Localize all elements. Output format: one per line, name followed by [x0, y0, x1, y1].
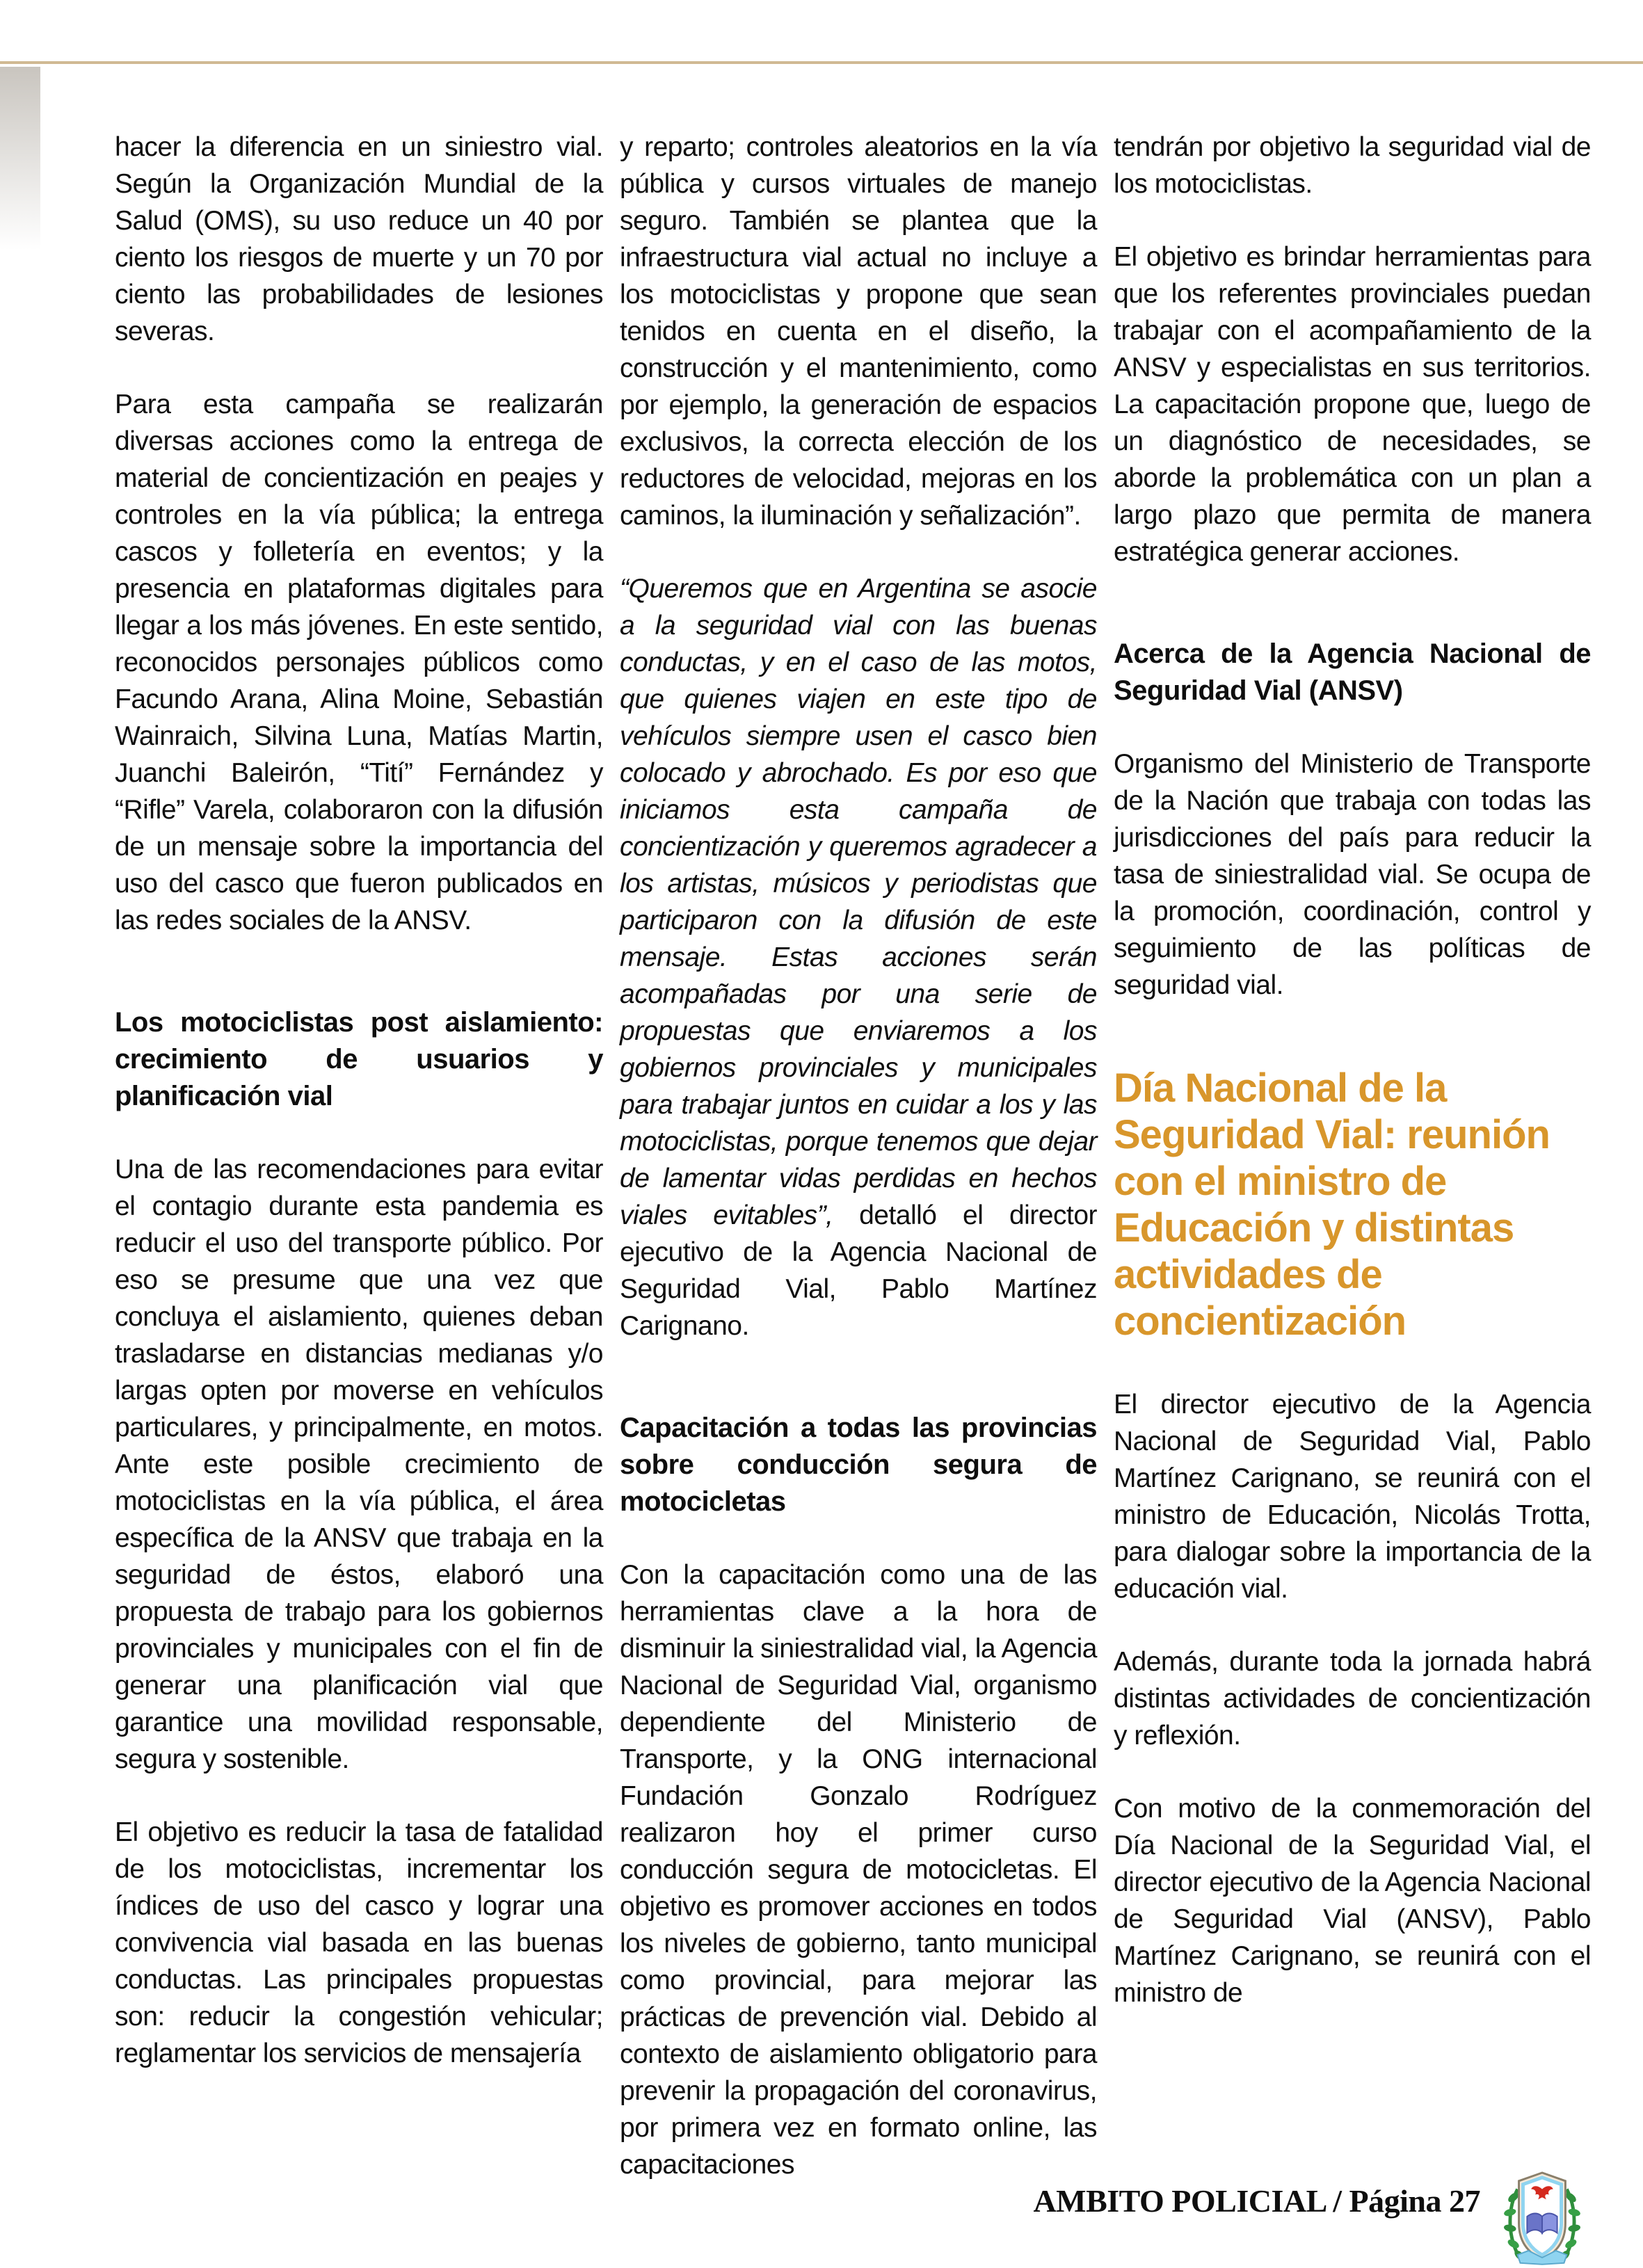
article-paragraph: Una de las recomendaciones para evitar el contagio durante esta pandemia es reducir el uso del transporte público. Por eso se presume que una vez que concluya el aislamiento, quienes deban trasladarse en distancias medianas y/o largas opten por moverse en vehículos particulares, y principalmente, en motos. Ante este posible crecimiento de motociclistas en la vía pública, el área específica de la ANSV que trabaja en la seguridad de éstos, elaboró una propuesta de trabajo para los gobiernos provinciales y municipales con el fin de generar una planificación vial que garantice una movilidad responsable, segura y sostenible. [115, 1155, 603, 1774]
section-heading: Capacitación a todas las provincias sobre conducción segura de motocicletas [620, 1413, 1097, 1517]
article-paragraph: y reparto; controles aleatorios en la vía pública y cursos virtuales de manejo seguro. También se plantea que la infraestructura vial actual no incluye a los motociclistas y propone que sean tenidos en cuenta en el diseño, la construcción y el mantenimiento, como por ejemplo, la generación de espacios exclusivos, la correcta elección de los reductores de velocidad, mejoras en los caminos, la iluminación y señalización”. [620, 132, 1097, 531]
top-accent-bar [0, 0, 1643, 64]
section-heading: Acerca de la Agencia Nacional de Seguridad Vial (ANSV) [1114, 638, 1591, 706]
article-paragraph: El objetivo es reducir la tasa de fatalidad de los motociclistas, incrementar los índices de uso del casco y lograr una convivencia vial basada en las buenas conductas. Las principales propuestas son: reducir la congestión vehicular; reglamentar los servicios de mensajería [115, 1817, 603, 2068]
quote-attribution: detalló el director ejecutivo de la Agencia Nacional de Seguridad Vial, Pablo Martínez Carignano. [620, 1200, 1097, 1341]
column-3 [1114, 129, 1591, 2219]
article-paragraph: El objetivo es brindar herramientas para que los referentes provinciales puedan trabajar con el acompañamiento de la ANSV y especialistas en sus territorios. La capacitación propone que, luego de un diagnóstico de necesidades, se aborde la problemática con un plan a largo plazo que permita de manera estratégica generar acciones. [1114, 242, 1591, 567]
article-paragraph: Con motivo de la conmemoración del Día Nacional de la Seguridad Vial, el director ejecutivo de la Agencia Nacional de Seguridad Vial (ANSV), Pablo Martínez Carignano, se reunirá con el ministro de [1114, 1794, 1591, 2008]
article-paragraph: Organismo del Ministerio de Transporte de la Nación que trabaja con todas las jurisdicciones del país para reducir la tasa de siniestralidad vial. Se ocupa de la promoción, coordinación, control y seguimiento de las políticas de seguridad vial. [1114, 749, 1591, 1000]
article-body [115, 129, 1591, 2219]
section-heading: Los motociclistas post aislamiento: crecimiento de usuarios y planificación vial [115, 1007, 603, 1111]
publication-crest-icon [1501, 2162, 1583, 2268]
page-footer [1033, 2162, 1583, 2264]
open-book-icon [1527, 2214, 1557, 2233]
article-paragraph: Para esta campaña se realizarán diversas acciones como la entrega de material de concientización en peajes y controles en la vía pública; la entrega cascos y folletería en eventos; y la presencia en plataformas digitales para llegar a los más jóvenes. En este sentido, reconocidos personajes públicos como Facundo Arana, Alina Moine, Sebastián Wainraich, Silvina Luna, Matías Martin, Juanchi Baleirón, “Tití” Fernández y “Rifle” Varela, colaboraron con la difusión de un mensaje sobre la importancia del uso del casco que fueron publicados en las redes sociales de la ANSV. [115, 389, 603, 935]
article-paragraph: Con la capacitación como una de las herramientas clave a la hora de disminuir la siniestralidad vial, la Agencia Nacional de Seguridad Vial, organismo dependiente del Ministerio de Transporte, y la ONG internacional Fundación Gonzalo Rodríguez realizaron hoy el primer curso conducción segura de motocicletas. El objetivo es promover acciones en todos los niveles de gobierno, tanto municipal como provincial, para mejorar las prácticas de prevención vial. Debido al contexto de aislamiento obligatorio para prevenir la propagación del coronavirus, por primera vez en formato online, las capacitaciones [620, 1560, 1097, 2180]
accent-headline: Día Nacional de la Seguridad Vial: reunión con el ministro de Educación y distintas actividades de concientización [1114, 1065, 1550, 1344]
quote-paragraph [620, 570, 1097, 1344]
column-1 [115, 129, 603, 2219]
quote-text: “Queremos que en Argentina se asocie a la seguridad vial con las buenas conductas, y en el caso de las motos, que quienes viajen en este tipo de vehículos siempre usen el casco bien colocado y abrochado. Es por eso que iniciamos esta campaña de concientización y queremos agradecer a los artistas, músicos y periodistas que participaron con la difusión de este mensaje. Estas acciones serán acompañadas por una serie de propuestas que enviaremos a los gobiernos provinciales y municipales para trabajar juntos en cuidar a los y las motociclistas, porque tenemos que dejar de lamentar vidas perdidas en hechos viales evitables”, [620, 574, 1097, 1230]
footer-page-label: AMBITO POLICIAL / Página 27 [1033, 2183, 1480, 2219]
column-2 [620, 129, 1097, 2219]
article-paragraph: tendrán por objetivo la seguridad vial de los motociclistas. [1114, 132, 1591, 199]
page-edge-shade [0, 67, 40, 282]
article-paragraph: El director ejecutivo de la Agencia Nacional de Seguridad Vial, Pablo Martínez Carignano, se reunirá con el ministro de Educación, Nicolás Trotta, para dialogar sobre la importancia de la educación vial. [1114, 1390, 1591, 1604]
article-paragraph: Además, durante toda la jornada habrá distintas actividades de concientización y reflexión. [1114, 1647, 1591, 1751]
article-paragraph: hacer la diferencia en un siniestro vial. Según la Organización Mundial de la Salud (OMS), su uso reduce un 40 por ciento los riesgos de muerte y un 70 por ciento las probabilidades de lesiones severas. [115, 132, 603, 346]
